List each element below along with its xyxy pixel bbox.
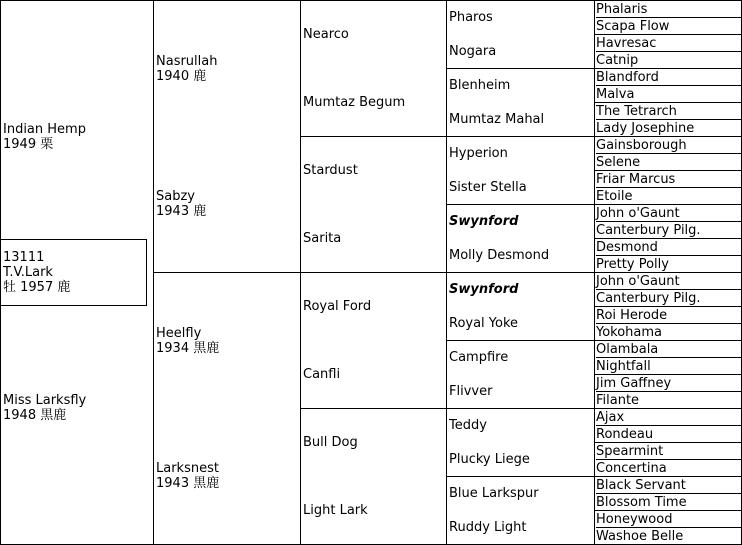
- gen3-name: Nearco: [303, 27, 349, 42]
- gen5-sire[interactable]: Honeywood: [596, 511, 741, 528]
- gen2-info: 1934 黒鹿: [156, 340, 220, 356]
- dam-name: Miss Larksfly: [3, 393, 87, 408]
- gen3-name: Sarita: [303, 230, 342, 246]
- gen5-dam[interactable]: Washoe Belle: [596, 529, 684, 544]
- gen5-sire[interactable]: Ajax: [596, 409, 741, 426]
- gen5-pair: [595, 0, 742, 34]
- gen5-dam[interactable]: Nightfall: [596, 359, 651, 374]
- gen5-sire[interactable]: Gainsborough: [596, 137, 741, 154]
- gen3-horse[interactable]: [301, 0, 447, 68]
- gen2-info: 1943 黒鹿: [156, 476, 220, 491]
- gen5-pair: [595, 408, 742, 442]
- gen3-horse[interactable]: [301, 272, 447, 340]
- gen5-pair: [595, 68, 742, 102]
- subject-name: T.V.Lark: [3, 265, 53, 280]
- gen5-pair: [595, 204, 742, 238]
- gen4-horse[interactable]: [447, 510, 595, 545]
- gen2-horse[interactable]: [154, 408, 301, 545]
- gen4-name: Campfire: [449, 350, 509, 365]
- gen5-dam[interactable]: Canterbury Pilg.: [596, 291, 701, 306]
- gen4-name: Blue Larkspur: [449, 486, 539, 501]
- gen4-horse[interactable]: [447, 442, 595, 476]
- gen5-dam[interactable]: Malva: [596, 87, 635, 102]
- gen5-sire[interactable]: The Tetrarch: [596, 103, 741, 120]
- dam-info: 1948 黒鹿: [3, 408, 67, 423]
- gen2-name: Heelfly: [156, 325, 202, 341]
- gen4-horse[interactable]: [447, 204, 595, 238]
- gen5-dam[interactable]: Blossom Time: [596, 495, 687, 510]
- gen4-horse[interactable]: [447, 272, 595, 306]
- gen5-pair: [595, 340, 742, 374]
- gen3-name: Stardust: [303, 163, 358, 178]
- gen5-pair: [595, 34, 742, 68]
- gen5-dam[interactable]: Scapa Flow: [596, 19, 670, 34]
- gen5-pair: [595, 374, 742, 408]
- gen5-sire[interactable]: John o'Gaunt: [596, 273, 741, 290]
- gen4-name: Molly Desmond: [449, 247, 550, 263]
- gen5-dam[interactable]: Lady Josephine: [596, 121, 695, 136]
- gen5-dam[interactable]: Rondeau: [596, 427, 654, 442]
- gen4-horse[interactable]: [447, 476, 595, 510]
- gen3-name: Canfli: [303, 366, 341, 382]
- gen5-sire[interactable]: Phalaris: [596, 1, 741, 18]
- gen5-dam[interactable]: Concertina: [596, 461, 667, 476]
- gen3-horse[interactable]: [301, 408, 447, 476]
- gen5-pair: [595, 102, 742, 136]
- gen5-dam[interactable]: Etoile: [596, 189, 633, 204]
- gen5-pair: [595, 170, 742, 204]
- gen2-info: 1940 鹿: [156, 68, 207, 84]
- gen5-sire[interactable]: Olambala: [596, 341, 741, 358]
- gen3-horse[interactable]: [301, 204, 447, 272]
- gen4-horse[interactable]: [447, 102, 595, 136]
- gen2-horse[interactable]: [154, 272, 301, 408]
- gen4-horse[interactable]: [447, 68, 595, 102]
- gen4-name: Pharos: [449, 10, 493, 25]
- gen2-name: Sabzy: [156, 189, 195, 204]
- gen4-name: Teddy: [449, 418, 487, 433]
- subject-info: 牡 1957 鹿: [3, 280, 71, 295]
- gen5-pair: [595, 272, 742, 306]
- gen4-name: Mumtaz Mahal: [449, 111, 545, 127]
- gen5-pair: [595, 238, 742, 272]
- gen4-name: Flivver: [449, 383, 493, 399]
- gen3-name: Light Lark: [303, 502, 368, 518]
- gen5-dam[interactable]: Canterbury Pilg.: [596, 223, 701, 238]
- gen4-name: Plucky Liege: [449, 451, 530, 467]
- gen4-horse[interactable]: [447, 170, 595, 204]
- gen5-pair: [595, 136, 742, 170]
- gen4-horse[interactable]: [447, 238, 595, 272]
- gen5-dam[interactable]: Pretty Polly: [596, 257, 669, 272]
- sire-info: 1949 栗: [3, 136, 54, 152]
- gen3-horse[interactable]: [301, 68, 447, 136]
- gen4-horse[interactable]: [447, 374, 595, 408]
- gen5-pair: [595, 476, 742, 510]
- gen5-dam[interactable]: Selene: [596, 155, 641, 170]
- gen5-pair: [595, 306, 742, 340]
- gen2-name: Nasrullah: [156, 53, 218, 69]
- gen4-horse[interactable]: [447, 340, 595, 374]
- gen5-sire[interactable]: Black Servant: [596, 477, 741, 494]
- gen4-name: Swynford: [449, 282, 519, 297]
- gen5-sire[interactable]: Roi Herode: [596, 307, 741, 324]
- sire-name: Indian Hemp: [3, 121, 86, 137]
- gen4-name: Hyperion: [449, 146, 508, 161]
- gen4-name: Nogara: [449, 43, 497, 59]
- gen5-sire[interactable]: Friar Marcus: [596, 171, 741, 188]
- gen5-dam[interactable]: Yokohama: [596, 325, 663, 340]
- gen5-sire[interactable]: John o'Gaunt: [596, 205, 741, 222]
- gen4-horse[interactable]: [447, 0, 595, 34]
- gen4-horse[interactable]: [447, 136, 595, 170]
- gen3-horse[interactable]: [301, 136, 447, 204]
- gen4-horse[interactable]: [447, 306, 595, 340]
- gen4-horse[interactable]: [447, 408, 595, 442]
- gen5-pair: [595, 442, 742, 476]
- gen4-horse[interactable]: [447, 34, 595, 68]
- gen4-name: Royal Yoke: [449, 315, 519, 331]
- gen5-sire[interactable]: Spearmint: [596, 443, 741, 460]
- gen3-name: Bull Dog: [303, 435, 358, 450]
- gen5-sire[interactable]: Jim Gaffney: [596, 375, 741, 392]
- subject-number: 13111: [3, 250, 45, 265]
- gen5-sire[interactable]: Desmond: [596, 239, 741, 256]
- gen5-sire[interactable]: Blandford: [596, 69, 741, 86]
- gen3-horse[interactable]: [301, 476, 447, 545]
- gen4-name: Blenheim: [449, 78, 511, 93]
- dam[interactable]: [0, 272, 154, 545]
- gen2-name: Larksnest: [156, 461, 219, 476]
- gen4-name: Sister Stella: [449, 179, 527, 195]
- gen3-name: Royal Ford: [303, 299, 372, 314]
- gen2-info: 1943 鹿: [156, 204, 207, 219]
- gen4-name: Swynford: [449, 214, 519, 229]
- gen3-horse[interactable]: [301, 340, 447, 408]
- gen5-dam[interactable]: Catnip: [596, 53, 639, 68]
- gen5-sire[interactable]: Havresac: [596, 35, 741, 52]
- gen3-name: Mumtaz Begum: [303, 94, 406, 110]
- gen5-dam[interactable]: Filante: [596, 393, 640, 408]
- gen4-name: Ruddy Light: [449, 519, 527, 535]
- gen5-pair: [595, 510, 742, 545]
- gen2-horse[interactable]: [154, 136, 301, 272]
- gen2-horse[interactable]: [154, 0, 301, 136]
- sire[interactable]: [0, 0, 154, 272]
